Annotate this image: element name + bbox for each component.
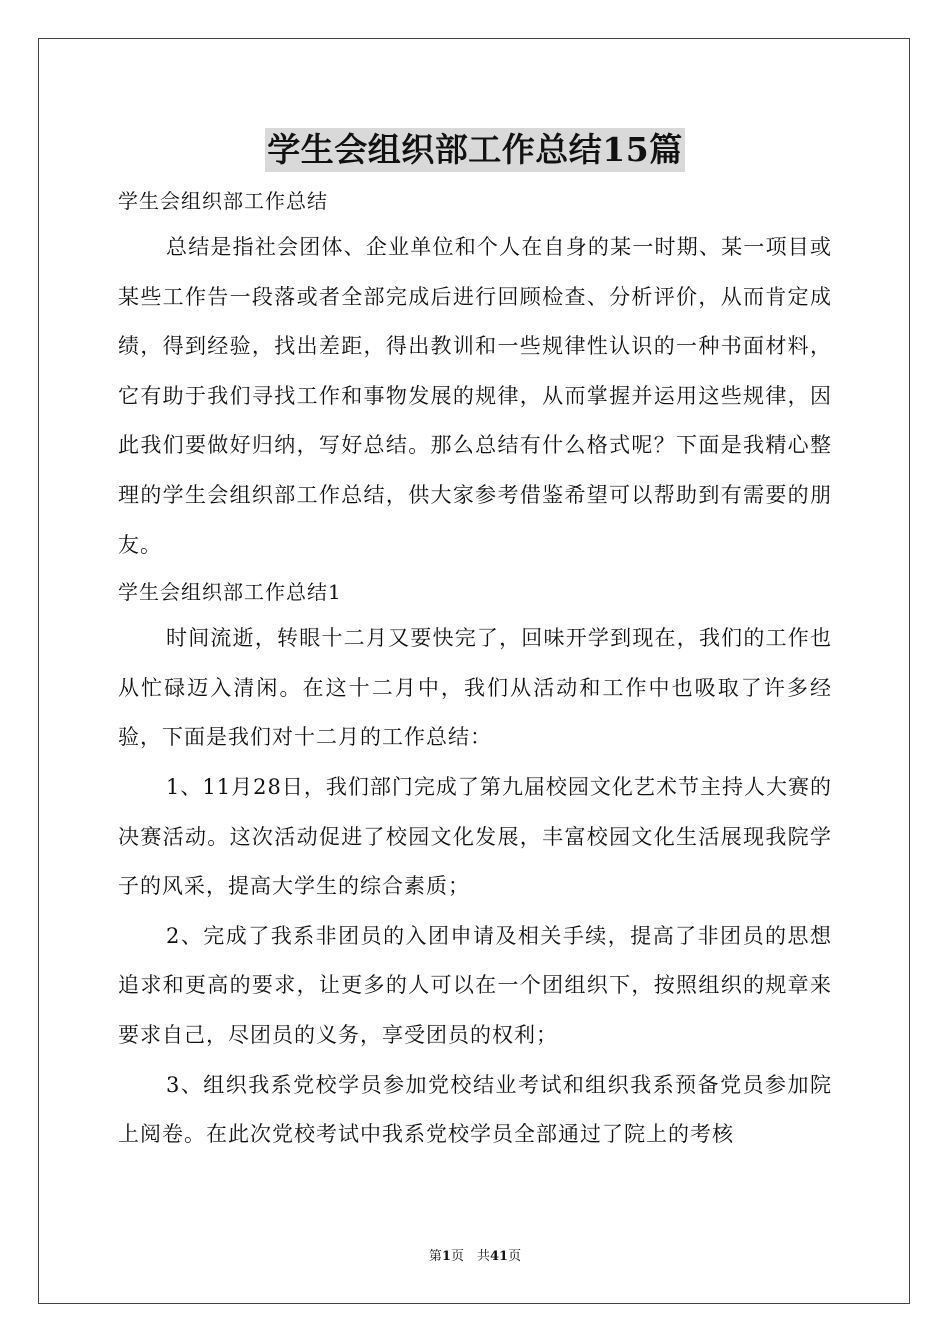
- title-block: [0, 128, 950, 172]
- section-heading-1: 学生会组织部工作总结1: [118, 580, 342, 605]
- footer-prefix: 第: [428, 1249, 442, 1264]
- footer-suffix: 页: [508, 1249, 522, 1264]
- page-footer: [0, 1249, 950, 1265]
- body-paragraph-4: 3、组织我系党校学员参加党校结业考试和组织我系预备党员参加院上阅卷。在此次党校考试中我系党校学员全部通过了院上的考核: [118, 1072, 832, 1147]
- body-paragraph-1: 时间流逝，转眼十二月又要快完了，回味开学到现在，我们的工作也从忙碌迈入清闲。在这十二月中，我们从活动和工作中也吸取了许多经验，下面是我们对十二月的工作总结：: [118, 626, 832, 750]
- footer-current-page: 1: [441, 1249, 451, 1264]
- body-paragraph-2: 1、11月28日，我们部门完成了第九届校园文化艺术节主持人大赛的决赛活动。这次活动促进了校园文化发展，丰富校园文化生活展现我院学子的风采，提高大学生的综合素质；: [118, 774, 832, 899]
- document-body: [118, 179, 832, 1160]
- document-subtitle: 学生会组织部工作总结: [118, 189, 328, 213]
- intro-paragraph: 总结是指社会团体、企业单位和个人在自身的某一时期、某一项目或某些工作告一段落或者全部完成后进行回顾检查、分析评价，从而肯定成绩，得到经验，找出差距，得出教训和一些规律性认识的一种书面材料，它有助于我们寻找工作和事物发展的规律，从而掌握并运用这些规律，因此我们要做好归纳，写好总结。那么总结有什么格式呢？下面是我精心整理的学生会组织部工作总结，供大家参考借鉴希望可以帮助到有需要的朋友。: [118, 235, 832, 557]
- document-title: 学生会组织部工作总结15篇: [265, 128, 684, 172]
- body-paragraph-3: 2、完成了我系非团员的入团申请及相关手续，提高了非团员的思想追求和更高的要求，让更多的人可以在一个团组织下，按照组织的规章来要求自己，尽团员的义务，享受团员的权利；: [118, 923, 832, 1047]
- footer-total-pages: 41: [489, 1249, 509, 1264]
- footer-mid: 页 共: [450, 1249, 490, 1264]
